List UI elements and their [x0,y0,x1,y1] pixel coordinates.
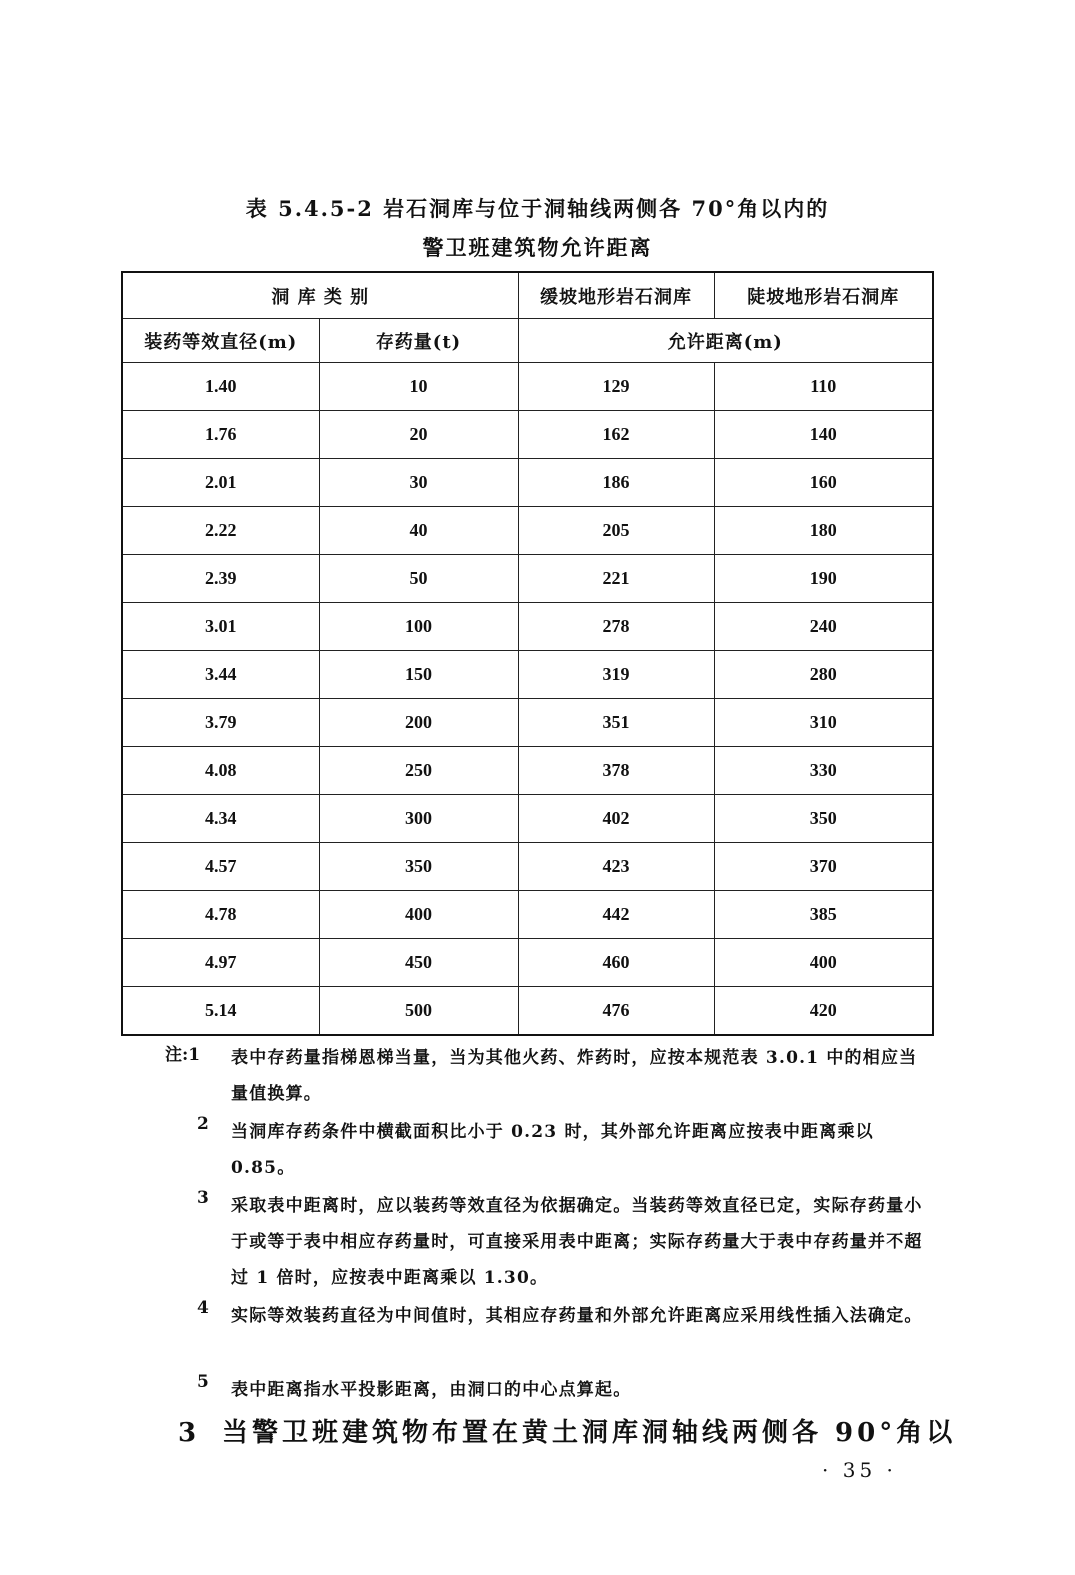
cell-storage: 30 [319,459,518,507]
cell-diameter: 4.34 [122,795,319,843]
table-row [122,459,933,507]
cell-gentle: 378 [518,747,714,795]
cell-gentle: 205 [518,507,714,555]
cell-steep: 310 [714,699,933,747]
note-text: 表中存药量指梯恩梯当量，当为其他火药、炸药时，应按本规范表 3.0.1 中的相应当量值换算。 [231,1048,918,1104]
cell-storage: 400 [319,891,518,939]
cell-gentle: 460 [518,939,714,987]
cell-diameter: 3.01 [122,603,319,651]
cell-steep: 240 [714,603,933,651]
cell-diameter: 2.22 [122,507,319,555]
table-row [122,891,933,939]
cell-diameter: 3.79 [122,699,319,747]
table-caption-line-2: 警卫班建筑物允许距离 [422,235,653,260]
table-row [122,987,933,1036]
cell-diameter: 3.44 [122,651,319,699]
note-number: 4 [197,1298,209,1318]
cell-storage: 10 [319,363,518,411]
distance-table [121,271,934,1036]
cell-storage: 500 [319,987,518,1036]
note-text: 采取表中距离时，应以装药等效直径为依据确定。当装药等效直径已定，实际存药量小于或等于表中相应存药量时，可直接采用表中距离；实际存药量大于表中存药量并不超过 1 倍时，应按表中距离乘以 1.30。 [231,1196,923,1288]
cell-steep: 180 [714,507,933,555]
cell-diameter: 4.78 [122,891,319,939]
cell-storage: 200 [319,699,518,747]
note-number: 注:1 [165,1045,201,1065]
cell-diameter: 2.39 [122,555,319,603]
cell-diameter: 2.01 [122,459,319,507]
cell-steep: 400 [714,939,933,987]
table-row [122,843,933,891]
table-row [122,795,933,843]
table-row [122,939,933,987]
cell-steep: 190 [714,555,933,603]
cell-storage: 50 [319,555,518,603]
cell-steep: 110 [714,363,933,411]
cell-gentle: 319 [518,651,714,699]
header-gentle-slope: 缓坡地形岩石洞库 [518,272,714,319]
cell-diameter: 1.40 [122,363,319,411]
note-text: 表中距离指水平投影距离，由洞口的中心点算起。 [231,1380,632,1400]
cell-steep: 280 [714,651,933,699]
cell-diameter: 5.14 [122,987,319,1036]
cell-gentle: 476 [518,987,714,1036]
cell-storage: 300 [319,795,518,843]
cell-diameter: 4.97 [122,939,319,987]
table-row [122,411,933,459]
table-row [122,363,933,411]
cell-gentle: 278 [518,603,714,651]
table-row [122,507,933,555]
cell-steep: 330 [714,747,933,795]
cell-storage: 350 [319,843,518,891]
cell-gentle: 442 [518,891,714,939]
note-number: 2 [197,1114,209,1134]
note-number: 5 [197,1372,209,1392]
cell-gentle: 162 [518,411,714,459]
header-charge-diameter: 装药等效直径(m) [122,319,319,363]
cell-storage: 450 [319,939,518,987]
cell-gentle: 129 [518,363,714,411]
header-cave-category: 洞 库 类 别 [122,272,518,319]
cell-steep: 385 [714,891,933,939]
cell-gentle: 221 [518,555,714,603]
header-allowed-distance: 允许距离(m) [518,319,933,363]
table-row [122,603,933,651]
page-number: · 35 · [822,1458,897,1482]
cell-storage: 100 [319,603,518,651]
table-row [122,555,933,603]
cell-diameter: 4.57 [122,843,319,891]
cell-steep: 140 [714,411,933,459]
table-row [122,747,933,795]
table-row [122,651,933,699]
cell-diameter: 1.76 [122,411,319,459]
table-subheader-row [122,319,933,363]
cell-gentle: 351 [518,699,714,747]
note-text: 实际等效装药直径为中间值时，其相应存药量和外部允许距离应采用线性插入法确定。 [231,1306,923,1326]
cell-steep: 350 [714,795,933,843]
section-number: 3 [178,1418,201,1448]
cell-steep: 160 [714,459,933,507]
cell-gentle: 186 [518,459,714,507]
cell-diameter: 4.08 [122,747,319,795]
header-steep-slope: 陡坡地形岩石洞库 [714,272,933,319]
header-storage-amount: 存药量(t) [319,319,518,363]
table-row [122,699,933,747]
table-header-row [122,272,933,319]
cell-steep: 420 [714,987,933,1036]
table-caption-line-1: 表 5.4.5-2 岩石洞库与位于洞轴线两侧各 70°角以内的 [245,196,830,221]
cell-storage: 150 [319,651,518,699]
cell-storage: 250 [319,747,518,795]
note-text: 当洞库存药条件中横截面积比小于 0.23 时，其外部允许距离应按表中距离乘以 0.85。 [231,1122,874,1178]
cell-storage: 20 [319,411,518,459]
cell-gentle: 423 [518,843,714,891]
note-number: 3 [197,1188,209,1208]
section-text: 当警卫班建筑物布置在黄土洞库洞轴线两侧各 90°角以 [222,1418,957,1448]
section-heading [178,1412,956,1449]
cell-gentle: 402 [518,795,714,843]
cell-storage: 40 [319,507,518,555]
cell-steep: 370 [714,843,933,891]
